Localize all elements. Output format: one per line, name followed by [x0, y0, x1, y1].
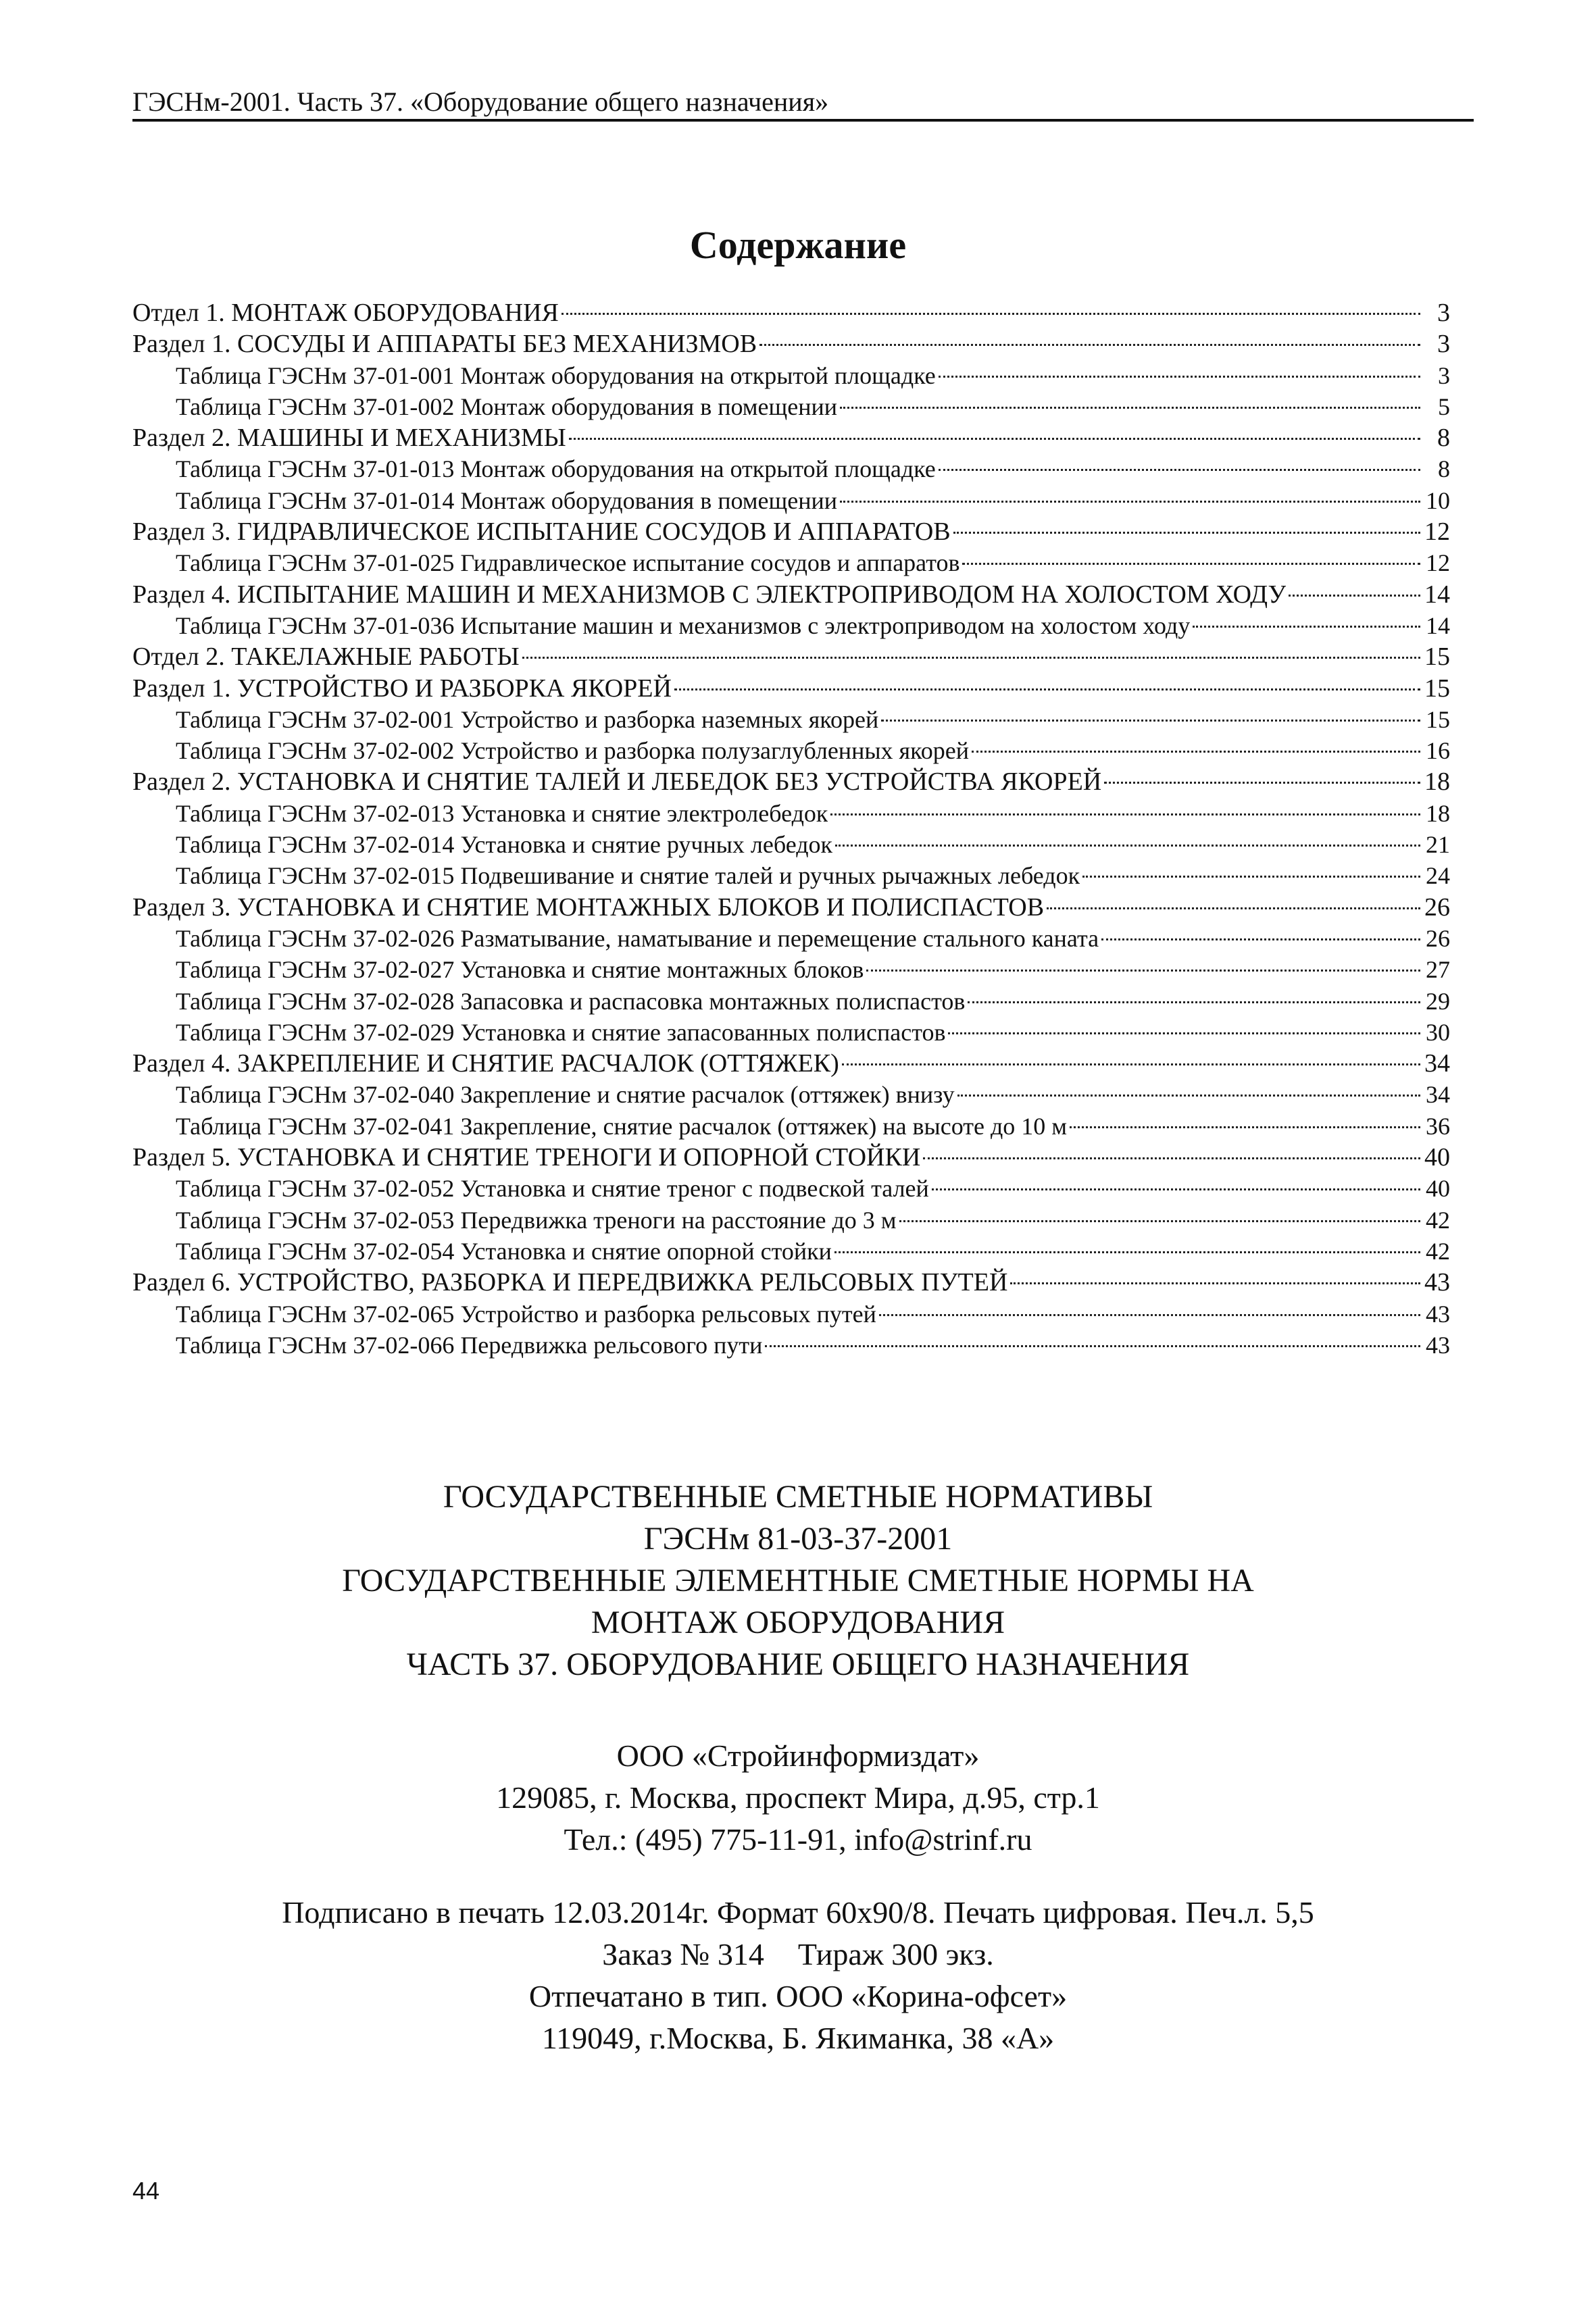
- toc-section-entry: [132, 297, 1450, 328]
- imprint-block: [0, 1892, 1596, 2059]
- toc-entry-page: 15: [1424, 643, 1450, 672]
- toc-entry-text: Таблица ГЭСНм 37-02-001 Устройство и разборка наземных якорей: [176, 705, 879, 733]
- toc-section-entry: [132, 422, 1450, 453]
- toc-entry-text: Раздел 2. МАШИНЫ И МЕХАНИЗМЫ: [132, 424, 566, 453]
- toc-table-entry: [132, 1299, 1450, 1330]
- toc-leader-dots: [1010, 1282, 1420, 1284]
- toc-entry-text: Таблица ГЭСНм 37-02-027 Установка и снятие монтажных блоков: [176, 956, 864, 984]
- toc-leader-dots: [569, 438, 1420, 440]
- toc-entry-page: 43: [1426, 1331, 1450, 1359]
- toc-leader-dots: [923, 1157, 1420, 1159]
- toc-leader-dots: [834, 1251, 1420, 1253]
- toc-entry-page: 5: [1438, 393, 1450, 420]
- toc-entry-page: 10: [1426, 486, 1450, 514]
- toc-leader-dots: [962, 563, 1420, 565]
- toc-entry-page: 3: [1437, 330, 1450, 359]
- toc-entry-text: Таблица ГЭСНм 37-01-013 Монтаж оборудования на открытой площадке: [176, 455, 936, 483]
- toc-entry-text: Таблица ГЭСНм 37-01-025 Гидравлическое испытание сосудов и аппаратов: [176, 549, 960, 577]
- publisher-name: ООО «Стройинформиздат»: [616, 1738, 980, 1773]
- toc-leader-dots: [968, 1001, 1420, 1003]
- toc-table-entry: [132, 1330, 1450, 1361]
- toc-table-entry: [132, 954, 1450, 985]
- toc-leader-dots: [953, 532, 1420, 534]
- toc-table-entry: [132, 1205, 1450, 1236]
- toc-entry-text: Таблица ГЭСНм 37-01-036 Испытание машин и механизмов с электроприводом на холостом ходу: [176, 611, 1191, 639]
- toc-entry-text: Таблица ГЭСНм 37-02-052 Установка и снятие треног с подвеской талей: [176, 1175, 929, 1203]
- toc-entry-text: Раздел 4. ИСПЫТАНИЕ МАШИН И МЕХАНИЗМОВ С ЭЛЕКТРОПРИВОДОМ НА ХОЛОСТОМ ХОДУ: [132, 580, 1287, 609]
- toc-entry-text: Таблица ГЭСНм 37-02-015 Подвешивание и снятие талей и ручных рычажных лебедок: [176, 862, 1080, 890]
- toc-leader-dots: [674, 688, 1420, 690]
- toc-entry-page: 26: [1424, 892, 1450, 922]
- toc-entry-page: 3: [1437, 299, 1450, 327]
- toc-leader-dots: [957, 1095, 1420, 1097]
- publisher-contact: Тел.: (495) 775-11-91, info@strinf.ru: [564, 1822, 1032, 1857]
- toc-section-entry: [132, 1142, 1450, 1173]
- toc-leader-dots: [1289, 595, 1420, 597]
- toc-leader-dots: [939, 469, 1420, 471]
- toc-leader-dots: [840, 407, 1420, 409]
- toc-entry-text: Раздел 6. УСТРОЙСТВО, РАЗБОРКА И ПЕРЕДВИЖКА РЕЛЬСОВЫХ ПУТЕЙ: [132, 1268, 1008, 1297]
- imprint-signed: Подписано в печать 12.03.2014г. Формат 60х90/8. Печать цифровая. Печ.л. 5,5: [282, 1895, 1314, 1930]
- toc-entry-page: 29: [1426, 987, 1450, 1015]
- toc-entry-page: 40: [1426, 1175, 1450, 1203]
- toc-entry-text: Раздел 3. УСТАНОВКА И СНЯТИЕ МОНТАЖНЫХ БЛОКОВ И ПОЛИСПАСТОВ: [132, 892, 1045, 922]
- toc-table-entry: [132, 735, 1450, 766]
- toc-table-entry: [132, 1079, 1450, 1110]
- toc-entry-page: 8: [1438, 455, 1450, 483]
- toc-entry-text: Таблица ГЭСНм 37-02-013 Установка и снятие электролебедок: [176, 799, 828, 827]
- toc-entry-page: 3: [1438, 361, 1450, 389]
- toc-leader-dots: [842, 1063, 1420, 1065]
- toc-table-entry: [132, 391, 1450, 422]
- toc-table-entry: [132, 453, 1450, 484]
- toc-entry-page: 42: [1426, 1206, 1450, 1234]
- toc-entry-text: Таблица ГЭСНм 37-01-001 Монтаж оборудования на открытой площадке: [176, 361, 936, 389]
- toc-entry-page: 14: [1426, 611, 1450, 639]
- toc-entry-page: 12: [1426, 549, 1450, 577]
- toc-leader-dots: [948, 1032, 1420, 1034]
- toc-leader-dots: [866, 970, 1420, 972]
- toc-leader-dots: [522, 657, 1420, 659]
- toc-entry-page: 30: [1426, 1018, 1450, 1046]
- toc-leader-dots: [830, 813, 1420, 815]
- toc-entry-page: 18: [1426, 799, 1450, 827]
- toc-table-entry: [132, 1111, 1450, 1142]
- toc-table-entry: [132, 610, 1450, 641]
- toc-entry-text: Таблица ГЭСНм 37-01-014 Монтаж оборудования в помещении: [176, 486, 838, 514]
- toc-leader-dots: [972, 751, 1420, 753]
- imprint-order-line: [0, 1934, 1596, 1976]
- toc-entry-page: 16: [1426, 737, 1450, 765]
- toc-leader-dots: [759, 344, 1420, 346]
- toc-entry-text: Таблица ГЭСНм 37-01-002 Монтаж оборудования в помещении: [176, 393, 838, 420]
- toc-leader-dots: [879, 1314, 1420, 1316]
- toc-leader-dots: [932, 1188, 1420, 1190]
- toc-leader-dots: [835, 845, 1420, 847]
- toc-entry-text: Таблица ГЭСНм 37-02-002 Устройство и разборка полузаглубленных якорей: [176, 737, 969, 765]
- toc-leader-dots: [840, 501, 1420, 503]
- toc-table-entry: [132, 829, 1450, 860]
- toc-entry-page: 36: [1426, 1112, 1450, 1140]
- title-block: [0, 1476, 1596, 1686]
- toc-table-entry: [132, 1236, 1450, 1267]
- toc-entry-page: 40: [1424, 1143, 1450, 1172]
- toc-entry-page: 14: [1424, 580, 1450, 609]
- toc-section-entry: [132, 1048, 1450, 1079]
- toc-table-entry: [132, 1173, 1450, 1204]
- toc-entry-text: Отдел 1. МОНТАЖ ОБОРУДОВАНИЯ: [132, 299, 559, 327]
- toc-section-entry: [132, 673, 1450, 704]
- toc-entry-page: 24: [1426, 862, 1450, 890]
- toc-entry-page: 18: [1424, 768, 1450, 797]
- imprint-run: Тираж 300 экз.: [797, 1937, 994, 1971]
- toc-entry-text: Таблица ГЭСНм 37-02-026 Разматывание, наматывание и перемещение стального каната: [176, 924, 1099, 952]
- toc-entry-text: Таблица ГЭСНм 37-02-029 Установка и снятие запасованных полиспастов: [176, 1018, 946, 1046]
- toc-leader-dots: [1047, 907, 1420, 909]
- toc-entry-text: Отдел 2. ТАКЕЛАЖНЫЕ РАБОТЫ: [132, 643, 520, 672]
- toc-leader-dots: [899, 1220, 1420, 1222]
- title-line: ГОСУДАРСТВЕННЫЕ СМЕТНЫЕ НОРМАТИВЫ: [443, 1479, 1153, 1515]
- toc-entry-page: 42: [1426, 1237, 1450, 1265]
- toc-table-entry: [132, 704, 1450, 735]
- toc-entry-text: Таблица ГЭСНм 37-02-041 Закрепление, снятие расчалок (оттяжек) на высоте до 10 м: [176, 1112, 1068, 1140]
- title-line: ЧАСТЬ 37. ОБОРУДОВАНИЕ ОБЩЕГО НАЗНАЧЕНИЯ: [406, 1646, 1190, 1682]
- table-of-contents: [132, 297, 1450, 1361]
- publisher-block: [0, 1735, 1596, 1861]
- toc-entry-text: Таблица ГЭСНм 37-02-014 Установка и снятие ручных лебедок: [176, 831, 833, 859]
- imprint-order: Заказ № 314: [602, 1937, 764, 1971]
- title-line: ГОСУДАРСТВЕННЫЕ ЭЛЕМЕНТНЫЕ СМЕТНЫЕ НОРМЫ НА: [342, 1563, 1254, 1599]
- toc-leader-dots: [765, 1345, 1420, 1347]
- toc-table-entry: [132, 360, 1450, 391]
- toc-entry-page: 34: [1424, 1049, 1450, 1078]
- title-line: ГЭСНм 81-03-37-2001: [643, 1521, 953, 1557]
- imprint-printed: Отпечатано в тип. ООО «Корина-офсет»: [528, 1979, 1068, 2013]
- toc-entry-page: 26: [1426, 924, 1450, 952]
- toc-entry-text: Таблица ГЭСНм 37-02-054 Установка и снятие опорной стойки: [176, 1237, 832, 1265]
- toc-entry-page: 15: [1424, 674, 1450, 703]
- toc-entry-text: Раздел 4. ЗАКРЕПЛЕНИЕ И СНЯТИЕ РАСЧАЛОК (ОТТЯЖЕК): [132, 1049, 839, 1078]
- toc-entry-page: 15: [1426, 705, 1450, 733]
- toc-leader-dots: [1101, 938, 1420, 940]
- toc-entry-text: Таблица ГЭСНм 37-02-066 Передвижка рельсового пути: [176, 1331, 763, 1359]
- toc-table-entry: [132, 798, 1450, 829]
- toc-table-entry: [132, 860, 1450, 891]
- toc-section-entry: [132, 328, 1450, 359]
- toc-entry-page: 34: [1426, 1081, 1450, 1109]
- toc-entry-page: 8: [1437, 424, 1450, 453]
- title-line: МОНТАЖ ОБОРУДОВАНИЯ: [591, 1605, 1005, 1640]
- toc-entry-text: Раздел 2. УСТАНОВКА И СНЯТИЕ ТАЛЕЙ И ЛЕБЕДОК БЕЗ УСТРОЙСТВА ЯКОРЕЙ: [132, 768, 1102, 797]
- toc-section-entry: [132, 516, 1450, 547]
- toc-table-entry: [132, 1017, 1450, 1048]
- toc-entry-text: Раздел 1. УСТРОЙСТВО И РАЗБОРКА ЯКОРЕЙ: [132, 674, 672, 703]
- toc-leader-dots: [939, 376, 1420, 378]
- toc-table-entry: [132, 485, 1450, 516]
- header-rule: [132, 119, 1474, 122]
- toc-table-entry: [132, 986, 1450, 1017]
- toc-leader-dots: [1082, 876, 1420, 878]
- toc-entry-page: 43: [1424, 1268, 1450, 1297]
- page-number: 44: [132, 2177, 160, 2205]
- toc-entry-page: 43: [1426, 1300, 1450, 1328]
- toc-leader-dots: [1070, 1126, 1420, 1128]
- toc-section-entry: [132, 766, 1450, 797]
- toc-leader-dots: [1104, 782, 1420, 784]
- toc-section-entry: [132, 892, 1450, 923]
- toc-entry-text: Таблица ГЭСНм 37-02-053 Передвижка треноги на расстояние до 3 м: [176, 1206, 897, 1234]
- publisher-address: 129085, г. Москва, проспект Мира, д.95, стр.1: [496, 1780, 1100, 1815]
- toc-title: Содержание: [689, 223, 907, 267]
- toc-leader-dots: [881, 720, 1420, 722]
- toc-leader-dots: [1193, 626, 1420, 628]
- toc-entry-text: Раздел 3. ГИДРАВЛИЧЕСКОЕ ИСПЫТАНИЕ СОСУДОВ И АППАРАТОВ: [132, 518, 951, 547]
- toc-entry-page: 27: [1426, 956, 1450, 984]
- toc-table-entry: [132, 547, 1450, 578]
- imprint-printer-address: 119049, г.Москва, Б. Якиманка, 38 «А»: [541, 2021, 1055, 2055]
- toc-entry-text: Таблица ГЭСНм 37-02-028 Запасовка и распасовка монтажных полиспастов: [176, 987, 966, 1015]
- toc-section-entry: [132, 641, 1450, 672]
- toc-entry-text: Раздел 1. СОСУДЫ И АППАРАТЫ БЕЗ МЕХАНИЗМОВ: [132, 330, 757, 359]
- toc-entry-text: Таблица ГЭСНм 37-02-065 Устройство и разборка рельсовых путей: [176, 1300, 876, 1328]
- toc-table-entry: [132, 923, 1450, 954]
- toc-entry-text: Раздел 5. УСТАНОВКА И СНЯТИЕ ТРЕНОГИ И ОПОРНОЙ СТОЙКИ: [132, 1143, 921, 1172]
- toc-section-entry: [132, 579, 1450, 610]
- toc-entry-page: 12: [1424, 518, 1450, 547]
- toc-entry-page: 21: [1426, 831, 1450, 859]
- toc-leader-dots: [562, 313, 1420, 315]
- toc-section-entry: [132, 1267, 1450, 1298]
- running-header: ГЭСНм-2001. Часть 37. «Оборудование общего назначения»: [132, 86, 829, 117]
- toc-entry-text: Таблица ГЭСНм 37-02-040 Закрепление и снятие расчалок (оттяжек) внизу: [176, 1081, 955, 1109]
